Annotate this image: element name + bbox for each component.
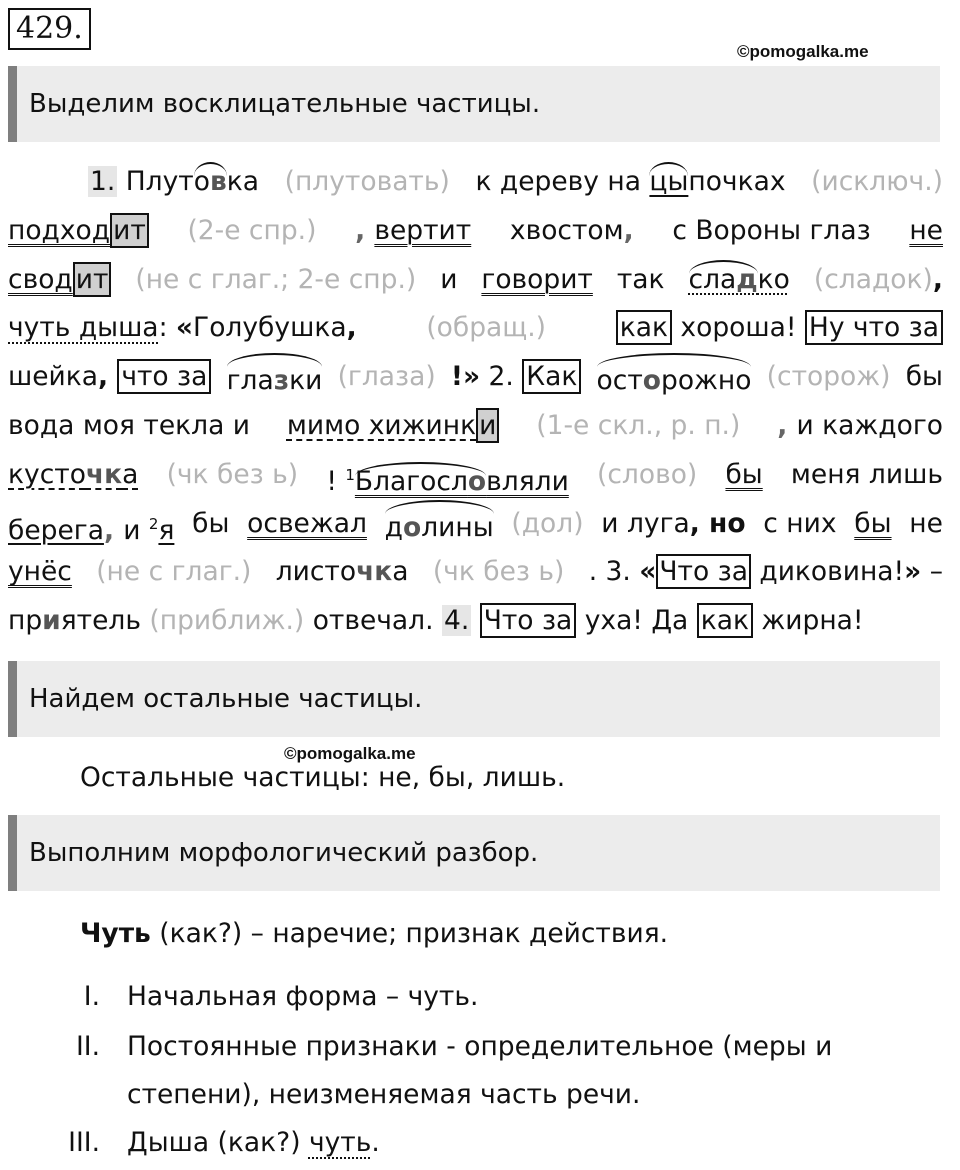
watermark-middle: ©pomogalka.me: [284, 744, 416, 763]
hint: (сторож): [766, 361, 891, 393]
ending-box: и: [476, 408, 499, 443]
analysis-desc: (как?) – наречие; признак действия.: [150, 918, 669, 949]
list-text: Постоянные признаки - определительное (меры и: [127, 1031, 833, 1062]
predicate: свод: [8, 263, 73, 295]
list-number: I.: [83, 981, 100, 1012]
text-line: приятель (приближ.) отвечал. 4. Что за уха! Да как жирна!: [8, 605, 864, 637]
predicate: подход: [8, 214, 111, 246]
section-other-particles: Найдем остальные частицы.: [8, 661, 940, 737]
watermark-top: ©pomogalka.me: [737, 42, 869, 61]
hint: (чк без ь): [432, 556, 565, 588]
root-arc: цы: [649, 162, 688, 197]
hint: (не с глаг.; 2-е спр.): [135, 263, 417, 295]
hint: (не с глаг.): [96, 556, 252, 588]
exercise-text: [8, 158, 943, 646]
sentence-number: 4.: [443, 605, 470, 637]
subject: я: [158, 514, 175, 546]
adverbial: чуть дыша: [8, 312, 159, 344]
particle-box: что за: [117, 359, 211, 394]
particle-by: бы: [725, 458, 763, 490]
text-line: шейка, что за глазки (глаза) !» 2. Как осторожно (сторож) бы: [8, 353, 943, 402]
particle-box: Как: [522, 359, 581, 394]
hint: (дол): [511, 507, 584, 539]
analysis-word: Чуть: [80, 918, 151, 949]
particle-box: Что за: [656, 554, 751, 589]
particle-by: бы: [854, 507, 892, 539]
text-line: свод ит (не с глаг.; 2-е спр.) и говорит так сладко (сладок),: [8, 256, 943, 305]
list-text: Дыша (как?) чуть.: [127, 1127, 380, 1158]
hint: (слово): [597, 458, 698, 490]
text-line: подход ит (2-е спр.) , вертит хвостом, с Вороны глаз не: [8, 207, 943, 256]
predicate: освежал: [247, 507, 367, 539]
list-number: II.: [75, 1031, 100, 1062]
section-exclamation-particles: Выделим восклицательные частицы.: [8, 66, 940, 142]
root-arc: осторожно: [597, 353, 752, 402]
subject: берега: [8, 514, 104, 546]
rest-particles: Остальные частицы: не, бы, лишь.: [80, 762, 566, 793]
ending-box: ит: [73, 262, 112, 297]
root-arc: долины: [385, 500, 494, 549]
particle-box: Что за: [480, 603, 577, 638]
hint: (исключ.): [811, 166, 943, 197]
text-line: берега, и $^2$я бы освежал долины (дол) и луга, но с них бы не: [8, 500, 943, 549]
list-text: степени), неизменяемая часть речи.: [127, 1079, 641, 1110]
text-line: чуть дыша: «Голубушка, (обращ.) как хороша! Ну что за: [8, 304, 943, 353]
root-arc: Благосло: [355, 462, 486, 497]
root-arc: ов: [194, 162, 227, 197]
word: с Вороны глаз: [672, 214, 871, 246]
predicate: говорит: [481, 263, 593, 295]
ending-box: ит: [110, 213, 149, 248]
list-number: III.: [68, 1127, 100, 1158]
hint: (обращ.): [426, 312, 547, 344]
particle-box: Ну что за: [805, 310, 943, 345]
adverbial: мимо хижинк: [286, 409, 477, 441]
particle-box: как: [616, 310, 672, 345]
hint: (плутовать): [284, 166, 450, 197]
text-line: вода моя текла и мимо хижинк и (1-е скл., р. п.) , и каждого: [8, 402, 943, 451]
particle-ne: не: [909, 214, 943, 246]
word: к дереву на: [475, 166, 650, 197]
predicate: вертит: [374, 214, 472, 246]
particle-box: как: [697, 603, 753, 638]
sentence-number: 1.: [90, 166, 116, 197]
root-arc: глазки: [227, 353, 323, 402]
hint: (1-е скл., р. п.): [536, 409, 741, 441]
root-arc: слад: [689, 260, 758, 295]
text-line: унёс (не с глаг.) листочка (чк без ь) . 3. « Что за диковина!» –: [8, 548, 943, 597]
text-line: кусточка (чк без ь) ! $^1$Благословляли (слово) бы меня лишь: [8, 451, 943, 500]
hint: (сладок): [813, 263, 933, 295]
hint: (чк без ь): [166, 458, 299, 490]
task-number: 429.: [8, 8, 91, 50]
predicate: унёс: [8, 556, 72, 588]
list-text: Начальная форма – чуть.: [127, 981, 479, 1012]
hint: (2-е спр.): [187, 214, 317, 246]
word: почках: [688, 166, 786, 197]
text-line: [8, 158, 943, 207]
analysis-line: [80, 910, 940, 959]
word: Плут: [117, 166, 194, 197]
hint: (глаза): [337, 361, 436, 393]
hint: (приближ.): [149, 605, 305, 637]
section-morphology: Выполним морфологический разбор.: [8, 815, 940, 891]
word: ка: [226, 166, 259, 197]
